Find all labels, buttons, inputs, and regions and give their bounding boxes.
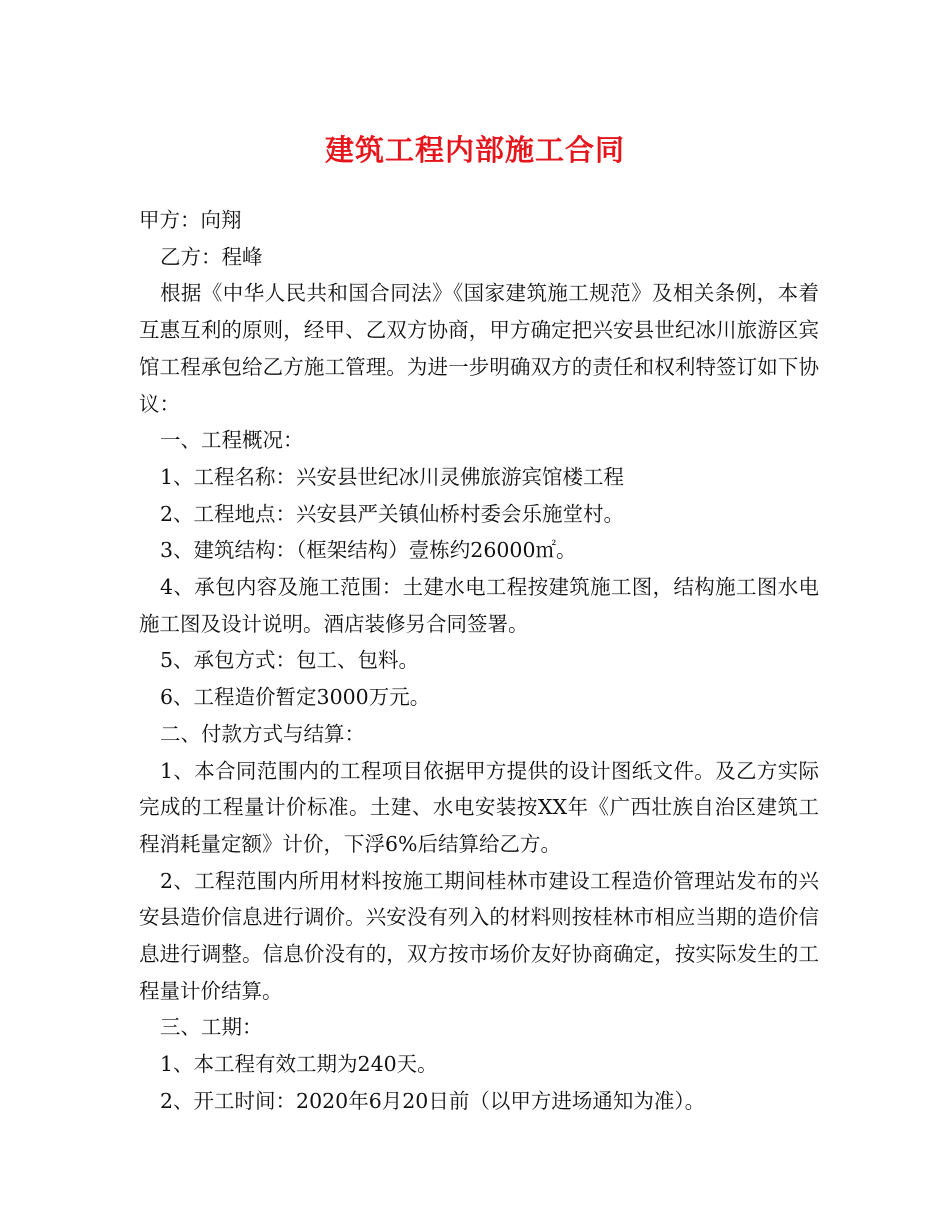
clause-payment-basis: 1、本合同范围内的工程项目依据甲方提供的设计图纸文件。及乙方实际完成的工程量计价标准。土建、水电安装按XX年《广西壮族自治区建筑工程消耗量定额》计价，下浮6%后结算给乙方。 [139, 758, 819, 856]
document-body [139, 202, 819, 1120]
section-heading-overview: 一、工程概况： [160, 428, 304, 453]
clause-contract-method: 5、承包方式：包工、包料。 [160, 648, 420, 673]
document-title: 建筑工程内部施工合同 [324, 133, 625, 167]
party-a-line: 甲方：向翔 [139, 208, 242, 232]
clause-duration: 1、本工程有效工期为240天。 [160, 1052, 438, 1077]
clause-project-name: 1、工程名称：兴安县世纪冰川灵佛旅游宾馆楼工程 [160, 464, 625, 489]
clause-start-date: 2、开工时间：2020年6月20日前（以甲方进场通知为准）。 [160, 1088, 706, 1113]
clause-scope: 4、承包内容及施工范围：土建水电工程按建筑施工图，结构施工图水电施工图及设计说明。酒店装修另合同签署。 [139, 575, 819, 636]
party-b-line: 乙方：程峰 [160, 244, 263, 269]
clause-structure: 3、建筑结构：（框架结构）壹栋约26000㎡。 [160, 538, 577, 563]
clause-project-cost: 6、工程造价暂定3000万元。 [160, 685, 431, 710]
clause-material-pricing: 2、工程范围内所用材料按施工期间桂林市建设工程造价管理站发布的兴安县造价信息进行调价。兴安没有列入的材料则按桂林市相应当期的造价信息进行调整。信息价没有的，双方按市场价友好协商确定，按实际发生的工程量计价结算。 [139, 868, 819, 1003]
clause-project-location: 2、工程地点：兴安县严关镇仙桥村委会乐施堂村。 [160, 501, 625, 526]
preamble-paragraph: 根据《中华人民共和国合同法》《国家建筑施工规范》及相关条例，本着互惠互利的原则，经甲、乙双方协商，甲方确定把兴安县世纪冰川旅游区宾馆工程承包给乙方施工管理。为进一步明确双方的责任和权利特签订如下协议： [139, 281, 819, 416]
section-heading-payment: 二、付款方式与结算： [160, 721, 365, 746]
section-heading-schedule: 三、工期： [160, 1015, 263, 1040]
